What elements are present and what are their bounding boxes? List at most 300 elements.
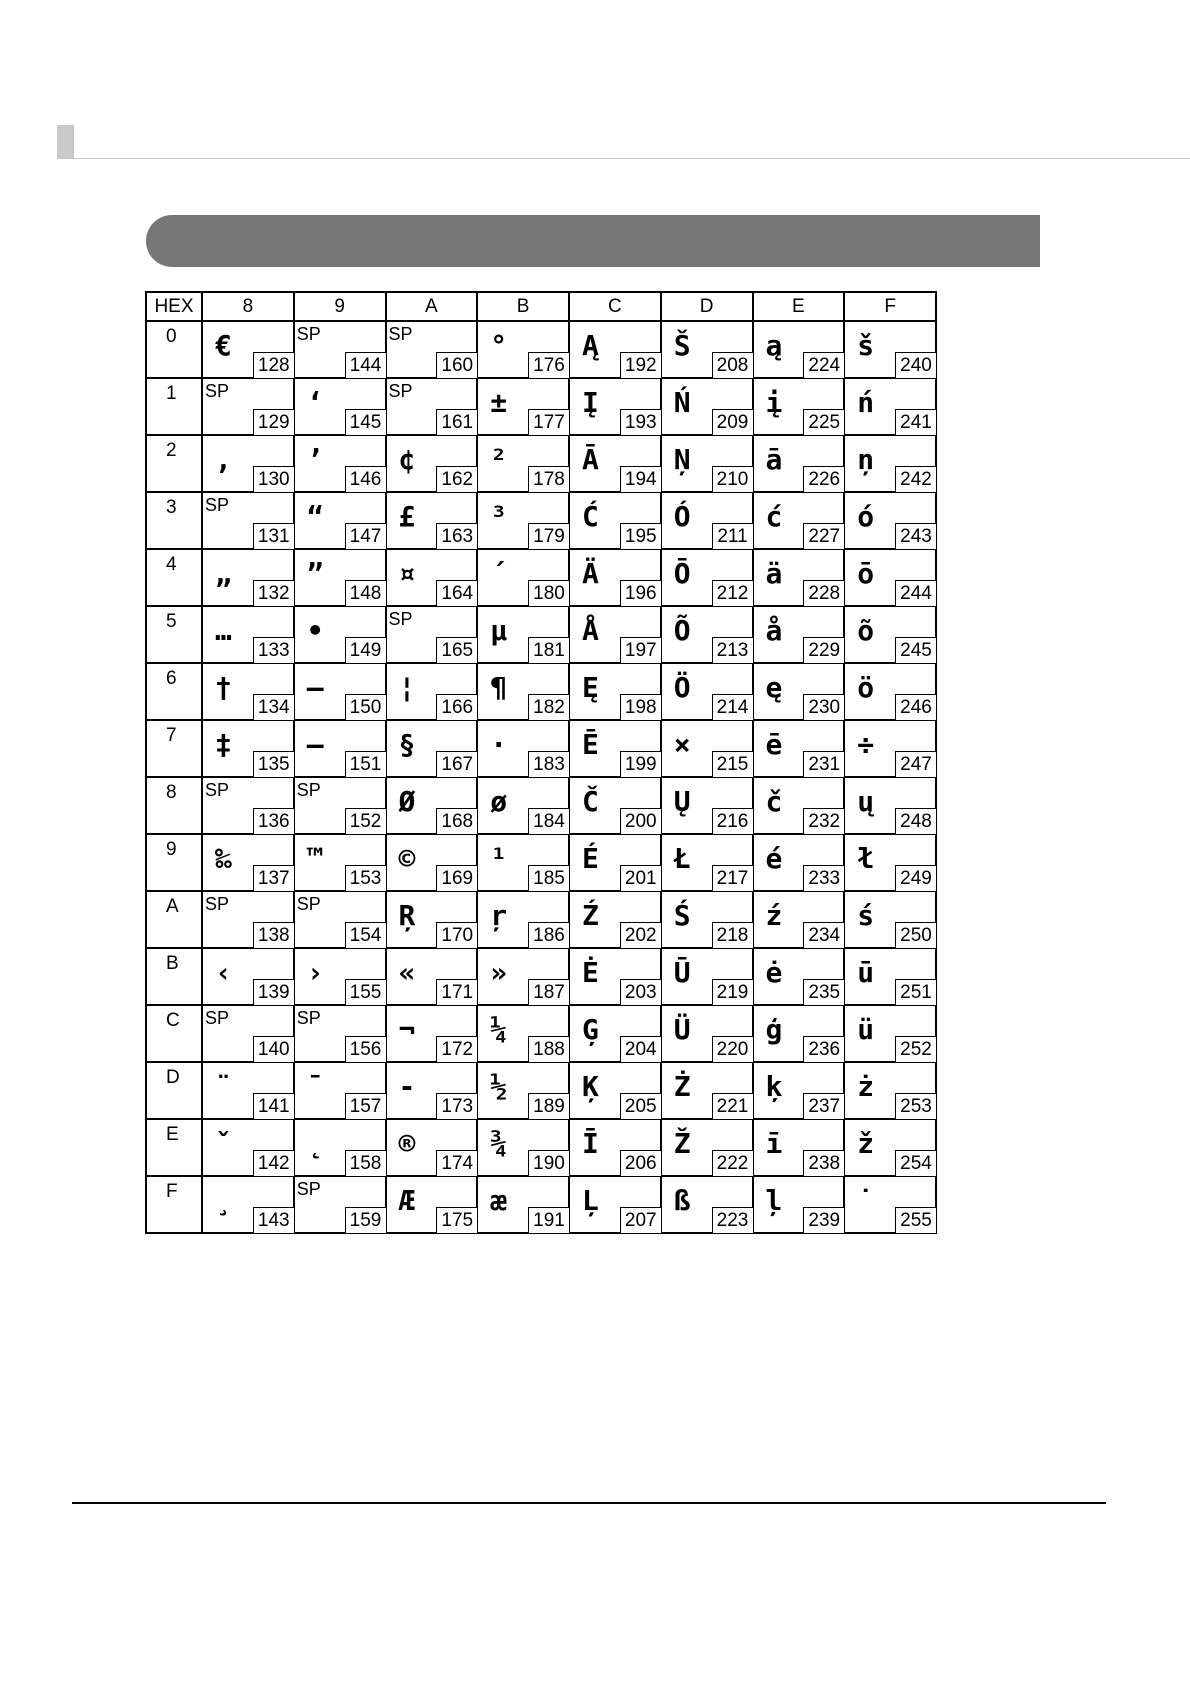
decimal-code: 169 bbox=[436, 865, 477, 891]
decimal-code: 213 bbox=[712, 637, 753, 663]
char-cell bbox=[202, 1176, 294, 1233]
decimal-code: 209 bbox=[712, 409, 753, 435]
row-header bbox=[146, 435, 202, 492]
decimal-code: 237 bbox=[803, 1093, 844, 1119]
decimal-code: 180 bbox=[528, 580, 569, 606]
row-hex-label: 3 bbox=[166, 497, 177, 518]
decimal-code: 152 bbox=[345, 808, 386, 834]
char-glyph: Ć bbox=[582, 500, 599, 533]
char-cell bbox=[569, 1062, 661, 1119]
char-cell bbox=[386, 492, 478, 549]
char-cell bbox=[753, 549, 845, 606]
char-glyph: ¯ bbox=[306, 1070, 324, 1103]
char-cell bbox=[202, 321, 294, 378]
char-glyph: ø bbox=[490, 785, 508, 818]
decimal-code: 168 bbox=[436, 808, 477, 834]
decimal-code: 248 bbox=[895, 808, 936, 834]
decimal-code: 230 bbox=[803, 694, 844, 720]
char-glyph: ¤ bbox=[398, 557, 416, 590]
char-glyph: Č bbox=[582, 785, 599, 818]
table-row bbox=[146, 606, 936, 663]
decimal-code: 234 bbox=[803, 922, 844, 948]
char-cell bbox=[844, 321, 936, 378]
char-cell bbox=[202, 720, 294, 777]
decimal-code: 194 bbox=[620, 466, 661, 492]
char-cell bbox=[477, 948, 569, 1005]
decimal-code: 132 bbox=[253, 580, 294, 606]
decimal-code: 128 bbox=[253, 352, 294, 378]
char-cell bbox=[661, 378, 753, 435]
char-cell bbox=[753, 1005, 845, 1062]
row-hex-label: 8 bbox=[166, 782, 177, 803]
char-glyph: ˙ bbox=[857, 1184, 875, 1217]
column-header: B bbox=[477, 292, 569, 321]
char-cell bbox=[844, 1062, 936, 1119]
decimal-code: 223 bbox=[712, 1207, 753, 1233]
row-hex-label: D bbox=[166, 1067, 180, 1088]
decimal-code: 138 bbox=[253, 922, 294, 948]
char-cell bbox=[569, 1119, 661, 1176]
char-cell bbox=[844, 663, 936, 720]
char-cell bbox=[753, 777, 845, 834]
decimal-code: 192 bbox=[620, 352, 661, 378]
decimal-code: 232 bbox=[803, 808, 844, 834]
decimal-code: 134 bbox=[253, 694, 294, 720]
decimal-code: 200 bbox=[620, 808, 661, 834]
char-glyph: Æ bbox=[398, 1184, 416, 1217]
char-glyph: Ū bbox=[673, 956, 691, 989]
char-cell bbox=[386, 1005, 478, 1062]
char-glyph: ę bbox=[765, 671, 783, 704]
decimal-code: 139 bbox=[253, 979, 294, 1005]
char-cell bbox=[386, 663, 478, 720]
space-label: SP bbox=[296, 780, 321, 800]
char-cell bbox=[294, 321, 386, 378]
decimal-code: 225 bbox=[803, 409, 844, 435]
char-glyph: ē bbox=[765, 728, 783, 761]
decimal-code: 172 bbox=[436, 1036, 477, 1062]
decimal-code: 190 bbox=[528, 1150, 569, 1176]
char-glyph: ´ bbox=[490, 557, 508, 590]
row-hex-label: 4 bbox=[166, 554, 177, 575]
decimal-code: 207 bbox=[620, 1207, 661, 1233]
char-glyph: ™ bbox=[306, 842, 324, 875]
char-cell bbox=[477, 1176, 569, 1233]
char-glyph: ķ bbox=[765, 1070, 783, 1103]
char-cell bbox=[569, 891, 661, 948]
decimal-code: 187 bbox=[528, 979, 569, 1005]
char-glyph: Į bbox=[582, 386, 599, 419]
decimal-code: 249 bbox=[895, 865, 936, 891]
decimal-code: 219 bbox=[712, 979, 753, 1005]
row-header bbox=[146, 891, 202, 948]
decimal-code: 191 bbox=[528, 1207, 569, 1233]
decimal-code: 228 bbox=[803, 580, 844, 606]
decimal-code: 147 bbox=[345, 523, 386, 549]
decimal-code: 153 bbox=[345, 865, 386, 891]
char-glyph: ‡ bbox=[215, 728, 232, 761]
decimal-code: 161 bbox=[436, 409, 477, 435]
decimal-code: 247 bbox=[895, 751, 936, 777]
decimal-code: 165 bbox=[436, 637, 477, 663]
char-cell bbox=[661, 435, 753, 492]
table-row bbox=[146, 663, 936, 720]
row-header bbox=[146, 834, 202, 891]
char-glyph: ¾ bbox=[490, 1127, 508, 1160]
decimal-code: 183 bbox=[528, 751, 569, 777]
decimal-code: 216 bbox=[712, 808, 753, 834]
char-glyph: Ö bbox=[673, 671, 691, 704]
table-row bbox=[146, 1005, 936, 1062]
char-glyph: Õ bbox=[673, 614, 691, 647]
char-glyph: › bbox=[306, 956, 324, 989]
char-glyph: ć bbox=[765, 500, 783, 533]
decimal-code: 179 bbox=[528, 523, 569, 549]
row-hex-label: 0 bbox=[166, 326, 177, 347]
decimal-code: 158 bbox=[345, 1150, 386, 1176]
table-row bbox=[146, 834, 936, 891]
char-glyph: ī bbox=[765, 1127, 783, 1160]
char-glyph: ś bbox=[857, 899, 875, 932]
char-cell bbox=[661, 948, 753, 1005]
decimal-code: 203 bbox=[620, 979, 661, 1005]
decimal-code: 254 bbox=[895, 1150, 936, 1176]
char-cell bbox=[844, 435, 936, 492]
char-glyph: ū bbox=[857, 956, 875, 989]
row-header bbox=[146, 1176, 202, 1233]
column-header: A bbox=[386, 292, 478, 321]
char-glyph: é bbox=[765, 842, 783, 875]
row-header bbox=[146, 720, 202, 777]
char-glyph: Ė bbox=[582, 956, 599, 989]
decimal-code: 131 bbox=[253, 523, 294, 549]
char-glyph: — bbox=[306, 728, 324, 761]
decimal-code: 246 bbox=[895, 694, 936, 720]
column-header: 8 bbox=[202, 292, 294, 321]
char-glyph: Ü bbox=[673, 1013, 691, 1046]
char-glyph: ® bbox=[398, 1127, 416, 1160]
decimal-code: 136 bbox=[253, 808, 294, 834]
code-page-body bbox=[146, 321, 936, 1233]
decimal-code: 151 bbox=[345, 751, 386, 777]
char-glyph: © bbox=[398, 842, 416, 875]
char-glyph: ż bbox=[857, 1070, 875, 1103]
decimal-code: 155 bbox=[345, 979, 386, 1005]
char-cell bbox=[294, 1119, 386, 1176]
char-cell bbox=[202, 1062, 294, 1119]
char-glyph: ¼ bbox=[490, 1013, 508, 1046]
char-cell bbox=[844, 1005, 936, 1062]
decimal-code: 211 bbox=[712, 523, 753, 549]
char-glyph: ü bbox=[857, 1013, 875, 1046]
char-glyph: ³ bbox=[490, 500, 508, 533]
space-label: SP bbox=[296, 324, 321, 344]
row-header bbox=[146, 1005, 202, 1062]
decimal-code: 250 bbox=[895, 922, 936, 948]
char-glyph: ų bbox=[857, 785, 875, 818]
char-cell bbox=[569, 1005, 661, 1062]
table-row bbox=[146, 948, 936, 1005]
char-glyph: - bbox=[398, 1070, 416, 1103]
char-cell bbox=[569, 777, 661, 834]
decimal-code: 208 bbox=[712, 352, 753, 378]
char-glyph: Ā bbox=[582, 443, 599, 476]
char-glyph: ˛ bbox=[306, 1127, 324, 1160]
char-cell bbox=[294, 891, 386, 948]
space-label: SP bbox=[296, 894, 321, 914]
char-glyph: ā bbox=[765, 443, 783, 476]
char-cell bbox=[202, 435, 294, 492]
char-glyph: ² bbox=[490, 443, 508, 476]
char-glyph: Ś bbox=[673, 899, 691, 932]
decimal-code: 166 bbox=[436, 694, 477, 720]
column-header: C bbox=[569, 292, 661, 321]
table-row bbox=[146, 1062, 936, 1119]
char-glyph: ¦ bbox=[398, 671, 416, 704]
char-glyph: £ bbox=[398, 500, 416, 533]
space-label: SP bbox=[388, 324, 413, 344]
decimal-code: 181 bbox=[528, 637, 569, 663]
char-glyph: Š bbox=[673, 329, 691, 362]
char-glyph: „ bbox=[215, 557, 232, 590]
decimal-code: 133 bbox=[253, 637, 294, 663]
char-glyph: – bbox=[306, 671, 324, 704]
decimal-code: 244 bbox=[895, 580, 936, 606]
decimal-code: 175 bbox=[436, 1207, 477, 1233]
decimal-code: 210 bbox=[712, 466, 753, 492]
decimal-code: 162 bbox=[436, 466, 477, 492]
decimal-code: 144 bbox=[345, 352, 386, 378]
char-cell bbox=[569, 435, 661, 492]
char-glyph: ± bbox=[490, 386, 508, 419]
char-cell bbox=[386, 1062, 478, 1119]
decimal-code: 182 bbox=[528, 694, 569, 720]
char-cell bbox=[477, 1119, 569, 1176]
row-hex-label: F bbox=[166, 1181, 178, 1202]
char-cell bbox=[753, 1062, 845, 1119]
char-glyph: ÷ bbox=[857, 728, 875, 761]
char-cell bbox=[661, 321, 753, 378]
char-cell bbox=[294, 1176, 386, 1233]
decimal-code: 186 bbox=[528, 922, 569, 948]
space-label: SP bbox=[296, 1179, 321, 1199]
decimal-code: 222 bbox=[712, 1150, 753, 1176]
decimal-code: 204 bbox=[620, 1036, 661, 1062]
char-cell bbox=[569, 378, 661, 435]
char-cell bbox=[661, 549, 753, 606]
char-cell bbox=[386, 435, 478, 492]
char-glyph: Ł bbox=[673, 842, 691, 875]
decimal-code: 218 bbox=[712, 922, 753, 948]
char-cell bbox=[661, 1062, 753, 1119]
decimal-code: 140 bbox=[253, 1036, 294, 1062]
char-glyph: õ bbox=[857, 614, 875, 647]
char-cell bbox=[386, 321, 478, 378]
space-label: SP bbox=[296, 1008, 321, 1028]
table-row bbox=[146, 891, 936, 948]
char-glyph: ź bbox=[765, 899, 783, 932]
char-glyph: č bbox=[765, 785, 783, 818]
char-glyph: ¨ bbox=[215, 1070, 232, 1103]
table-row bbox=[146, 720, 936, 777]
row-header bbox=[146, 948, 202, 1005]
decimal-code: 227 bbox=[803, 523, 844, 549]
space-label: SP bbox=[205, 894, 230, 914]
char-glyph: Ø bbox=[398, 785, 416, 818]
char-glyph: Ģ bbox=[582, 1013, 599, 1046]
char-glyph: ä bbox=[765, 557, 783, 590]
char-cell bbox=[477, 378, 569, 435]
char-glyph: Ó bbox=[673, 500, 691, 533]
char-cell bbox=[753, 720, 845, 777]
decimal-code: 171 bbox=[436, 979, 477, 1005]
decimal-code: 215 bbox=[712, 751, 753, 777]
char-cell bbox=[294, 834, 386, 891]
char-glyph: ó bbox=[857, 500, 875, 533]
char-glyph: Ļ bbox=[582, 1184, 599, 1217]
decimal-code: 199 bbox=[620, 751, 661, 777]
char-cell bbox=[294, 720, 386, 777]
char-cell bbox=[753, 1119, 845, 1176]
decimal-code: 163 bbox=[436, 523, 477, 549]
decimal-code: 195 bbox=[620, 523, 661, 549]
decimal-code: 243 bbox=[895, 523, 936, 549]
char-cell bbox=[477, 891, 569, 948]
char-cell bbox=[386, 777, 478, 834]
char-glyph: Ī bbox=[582, 1127, 599, 1160]
code-page-table bbox=[145, 291, 937, 1234]
decimal-code: 245 bbox=[895, 637, 936, 663]
char-glyph: Ž bbox=[673, 1127, 691, 1160]
decimal-code: 156 bbox=[345, 1036, 386, 1062]
row-hex-label: 1 bbox=[166, 383, 177, 404]
char-glyph: å bbox=[765, 614, 783, 647]
char-glyph: “ bbox=[306, 500, 324, 533]
decimal-code: 150 bbox=[345, 694, 386, 720]
char-glyph: ō bbox=[857, 557, 875, 590]
header-marker bbox=[57, 125, 74, 159]
char-cell bbox=[844, 492, 936, 549]
char-cell bbox=[844, 891, 936, 948]
char-glyph: ń bbox=[857, 386, 875, 419]
char-glyph: Ō bbox=[673, 557, 691, 590]
char-cell bbox=[202, 891, 294, 948]
char-cell bbox=[569, 549, 661, 606]
char-cell bbox=[753, 435, 845, 492]
char-cell bbox=[661, 1176, 753, 1233]
char-cell bbox=[294, 1005, 386, 1062]
char-cell bbox=[753, 378, 845, 435]
table-row bbox=[146, 777, 936, 834]
char-cell bbox=[569, 834, 661, 891]
char-cell bbox=[477, 492, 569, 549]
row-header bbox=[146, 492, 202, 549]
decimal-code: 206 bbox=[620, 1150, 661, 1176]
row-header bbox=[146, 606, 202, 663]
char-cell bbox=[294, 777, 386, 834]
char-cell bbox=[569, 720, 661, 777]
char-glyph: ģ bbox=[765, 1013, 783, 1046]
char-glyph: ß bbox=[673, 1184, 691, 1217]
char-glyph: ž bbox=[857, 1127, 875, 1160]
decimal-code: 201 bbox=[620, 865, 661, 891]
char-cell bbox=[202, 1005, 294, 1062]
char-glyph: Ź bbox=[582, 899, 599, 932]
char-glyph: ¶ bbox=[490, 671, 508, 704]
char-cell bbox=[202, 1119, 294, 1176]
char-cell bbox=[477, 606, 569, 663]
decimal-code: 189 bbox=[528, 1093, 569, 1119]
column-header-row bbox=[146, 292, 936, 321]
header-rule bbox=[57, 158, 1190, 159]
char-cell bbox=[569, 321, 661, 378]
char-glyph: ņ bbox=[857, 443, 875, 476]
char-cell bbox=[661, 1119, 753, 1176]
char-glyph: … bbox=[215, 614, 232, 647]
char-cell bbox=[386, 378, 478, 435]
char-cell bbox=[294, 378, 386, 435]
char-cell bbox=[477, 1005, 569, 1062]
column-header: E bbox=[753, 292, 845, 321]
char-cell bbox=[386, 891, 478, 948]
char-cell bbox=[202, 777, 294, 834]
char-glyph: Ŗ bbox=[398, 899, 416, 932]
char-glyph: ¢ bbox=[398, 443, 416, 476]
char-cell bbox=[477, 435, 569, 492]
decimal-code: 221 bbox=[712, 1093, 753, 1119]
decimal-code: 212 bbox=[712, 580, 753, 606]
char-glyph: ‘ bbox=[306, 386, 324, 419]
char-cell bbox=[569, 948, 661, 1005]
char-glyph: ‹ bbox=[215, 956, 232, 989]
column-header: 9 bbox=[294, 292, 386, 321]
char-cell bbox=[753, 1176, 845, 1233]
row-header bbox=[146, 1119, 202, 1176]
decimal-code: 148 bbox=[345, 580, 386, 606]
decimal-code: 188 bbox=[528, 1036, 569, 1062]
char-cell bbox=[753, 492, 845, 549]
decimal-code: 145 bbox=[345, 409, 386, 435]
char-cell bbox=[844, 834, 936, 891]
char-glyph: ł bbox=[857, 842, 875, 875]
char-glyph: Ų bbox=[673, 785, 691, 818]
decimal-code: 154 bbox=[345, 922, 386, 948]
decimal-code: 146 bbox=[345, 466, 386, 492]
char-cell bbox=[294, 435, 386, 492]
decimal-code: 239 bbox=[803, 1207, 844, 1233]
char-cell bbox=[844, 948, 936, 1005]
space-label: SP bbox=[205, 381, 230, 401]
char-glyph: § bbox=[398, 728, 416, 761]
column-header: D bbox=[661, 292, 753, 321]
char-glyph: ¹ bbox=[490, 842, 508, 875]
decimal-code: 173 bbox=[436, 1093, 477, 1119]
char-glyph: ° bbox=[490, 329, 508, 362]
table-row bbox=[146, 378, 936, 435]
decimal-code: 198 bbox=[620, 694, 661, 720]
char-cell bbox=[844, 378, 936, 435]
char-cell bbox=[753, 891, 845, 948]
char-cell bbox=[844, 1119, 936, 1176]
decimal-code: 224 bbox=[803, 352, 844, 378]
char-cell bbox=[569, 492, 661, 549]
char-glyph: į bbox=[765, 386, 783, 419]
row-header bbox=[146, 663, 202, 720]
char-cell bbox=[844, 549, 936, 606]
decimal-code: 231 bbox=[803, 751, 844, 777]
char-cell bbox=[477, 663, 569, 720]
char-cell bbox=[661, 720, 753, 777]
